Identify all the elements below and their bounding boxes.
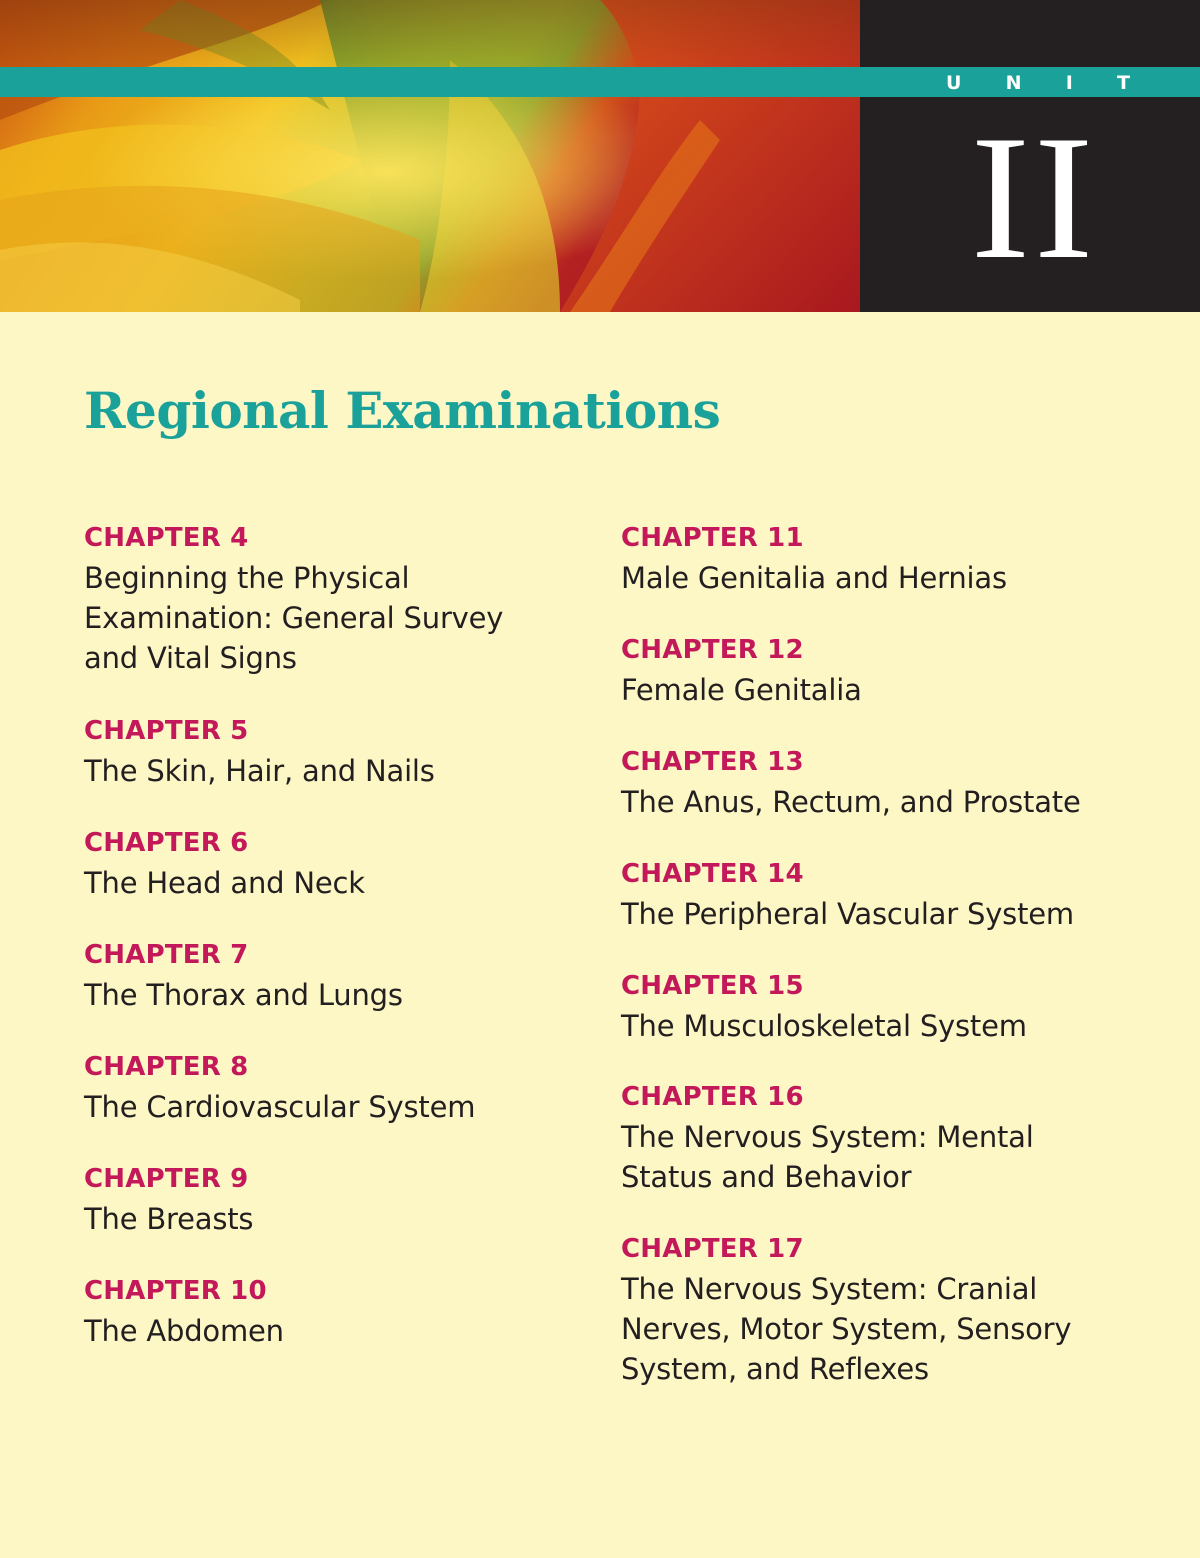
chapter-title: System, and Reflexes <box>621 1352 929 1386</box>
chapter-number: CHAPTER 16 <box>621 1082 804 1112</box>
chapter-entry <box>621 742 1181 822</box>
chapter-title: The Abdomen <box>84 1314 284 1348</box>
chapter-title: The Skin, Hair, and Nails <box>84 754 435 788</box>
chapter-title: The Cardiovascular System <box>84 1090 476 1124</box>
chapter-number: CHAPTER 12 <box>621 635 804 665</box>
chapter-title: The Musculoskeletal System <box>621 1009 1027 1043</box>
chapter-entry <box>84 935 584 1015</box>
unit-letter: N <box>1005 72 1022 94</box>
chapter-title: The Head and Neck <box>84 866 365 900</box>
chapter-number: CHAPTER 6 <box>84 828 249 858</box>
chapter-entry <box>84 518 584 678</box>
chapter-entry <box>621 630 1181 710</box>
chapter-title: Nerves, Motor System, Sensory <box>621 1312 1072 1346</box>
chapter-title: and Vital Signs <box>84 641 297 675</box>
chapter-entry <box>621 966 1181 1046</box>
chapter-entry <box>84 711 584 791</box>
chapter-title: The Peripheral Vascular System <box>621 897 1074 931</box>
chapter-entry <box>621 1077 1181 1197</box>
unit-numeral: II <box>970 98 1098 296</box>
unit-label <box>946 70 1130 96</box>
chapter-entry <box>84 1159 584 1239</box>
chapter-number: CHAPTER 7 <box>84 940 249 970</box>
chapter-title: Examination: General Survey <box>84 601 504 635</box>
chapter-entry <box>621 1229 1181 1389</box>
chapter-list-right <box>621 518 1181 1389</box>
chapter-title: The Breasts <box>84 1202 254 1236</box>
unit-letter: I <box>1065 72 1073 94</box>
chapter-number: CHAPTER 4 <box>84 523 249 553</box>
chapter-title: The Thorax and Lungs <box>84 978 403 1012</box>
chapter-number: CHAPTER 11 <box>621 523 804 553</box>
chapter-entry <box>621 518 1181 598</box>
chapter-number: CHAPTER 8 <box>84 1052 249 1082</box>
chapter-number: CHAPTER 13 <box>621 747 804 777</box>
chapter-number: CHAPTER 15 <box>621 971 804 1001</box>
chapter-list-left <box>84 518 584 1351</box>
header-banner <box>0 0 1200 312</box>
chapter-entry <box>84 1271 584 1351</box>
chapter-number: CHAPTER 9 <box>84 1164 249 1194</box>
chapter-title: The Anus, Rectum, and Prostate <box>621 785 1081 819</box>
chapter-number: CHAPTER 5 <box>84 716 249 746</box>
chapter-number: CHAPTER 14 <box>621 859 804 889</box>
abstract-banner-image <box>0 0 860 312</box>
unit-letter: U <box>946 72 962 94</box>
chapter-title: The Nervous System: Mental <box>621 1120 1034 1154</box>
page-title: Regional Examinations <box>84 381 721 440</box>
chapter-title: Status and Behavior <box>621 1160 912 1194</box>
chapter-entry <box>84 1047 584 1127</box>
chapter-title: Beginning the Physical <box>84 561 410 595</box>
chapter-entry <box>84 823 584 903</box>
chapter-title: Male Genitalia and Hernias <box>621 561 1007 595</box>
unit-letter: T <box>1117 72 1130 94</box>
chapter-title: Female Genitalia <box>621 673 862 707</box>
chapter-title: The Nervous System: Cranial <box>621 1272 1038 1306</box>
chapter-number: CHAPTER 17 <box>621 1234 804 1264</box>
chapter-entry <box>621 854 1181 934</box>
chapter-number: CHAPTER 10 <box>84 1276 267 1306</box>
